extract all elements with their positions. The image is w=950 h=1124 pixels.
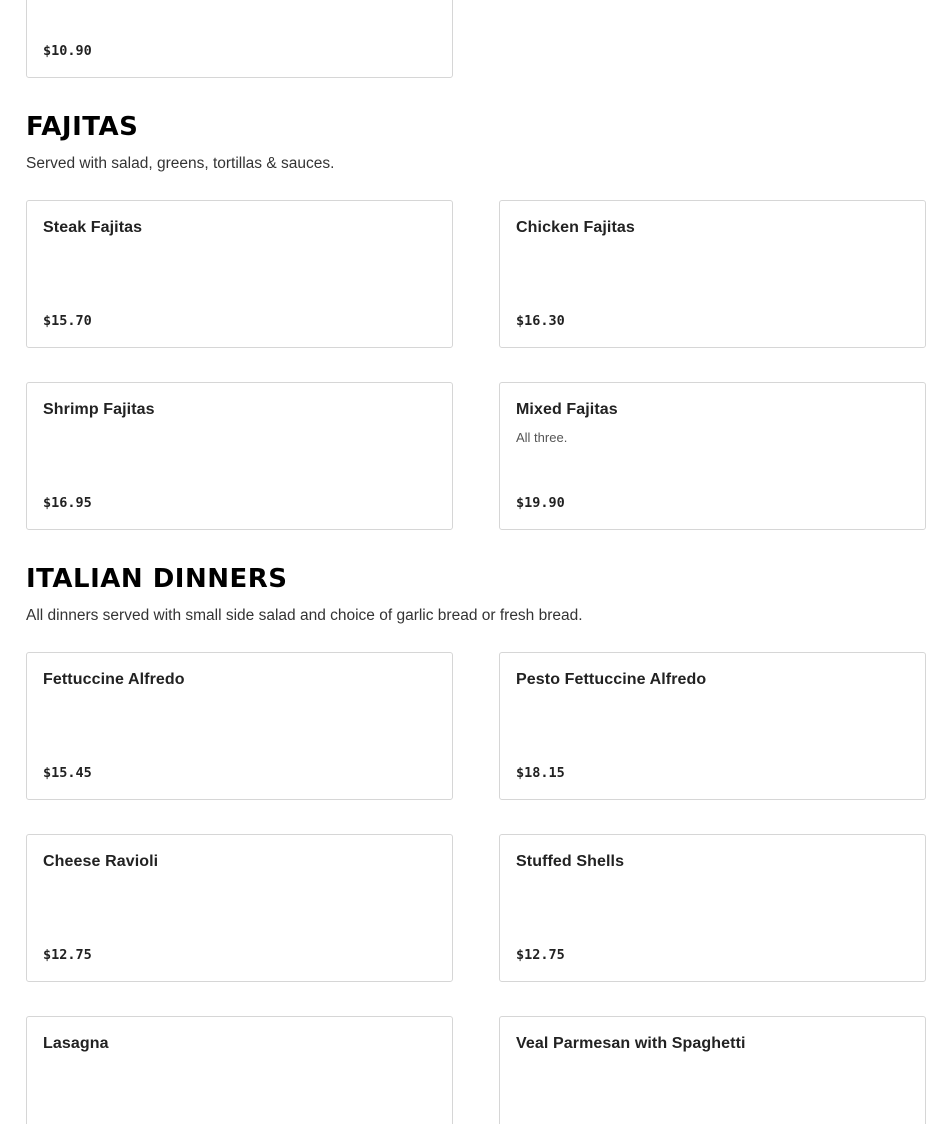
section-title-italian-dinners: ITALIAN DINNERS [26, 564, 288, 594]
menu-item-name: Mixed Fajitas [516, 401, 618, 418]
menu-item-card[interactable] [26, 200, 453, 348]
menu-item-card[interactable] [26, 0, 453, 78]
menu-item-name: Chicken Fajitas [516, 219, 635, 236]
menu-item-price: $16.95 [43, 495, 92, 511]
menu-item-card[interactable] [26, 1016, 453, 1124]
menu-item-card[interactable] [26, 382, 453, 530]
section-subtitle-italian-dinners: All dinners served with small side salad and choice of garlic bread or fresh bread. [26, 607, 583, 624]
section-subtitle-fajitas: Served with salad, greens, tortillas & sauces. [26, 155, 335, 172]
menu-item-name: Lasagna [43, 1035, 109, 1052]
menu-item-price: $10.90 [43, 43, 92, 59]
menu-item-card[interactable] [499, 834, 926, 982]
menu-item-card[interactable] [499, 652, 926, 800]
menu-item-card[interactable] [499, 1016, 926, 1124]
menu-item-name: Fettuccine Alfredo [43, 671, 185, 688]
menu-item-price: $12.75 [516, 947, 565, 963]
menu-item-description: All three. [516, 430, 568, 445]
menu-item-price: $15.45 [43, 765, 92, 781]
menu-item-price: $19.90 [516, 495, 565, 511]
menu-item-name: Stuffed Shells [516, 853, 625, 870]
menu-item-card[interactable] [26, 652, 453, 800]
menu-item-name: Steak Fajitas [43, 219, 143, 236]
menu-item-price: $15.70 [43, 313, 92, 329]
menu-item-card[interactable] [26, 834, 453, 982]
menu-item-card[interactable] [499, 200, 926, 348]
menu-item-name: Cheese Ravioli [43, 853, 159, 870]
section-title-fajitas: FAJITAS [26, 112, 139, 142]
menu-item-price: $18.15 [516, 765, 565, 781]
menu-item-price: $16.30 [516, 313, 565, 329]
menu-item-name: Pesto Fettuccine Alfredo [516, 671, 707, 688]
menu-item-price: $12.75 [43, 947, 92, 963]
menu-item-name: Shrimp Fajitas [43, 401, 155, 418]
menu-item-name: Veal Parmesan with Spaghetti [516, 1035, 746, 1052]
menu-item-card[interactable] [499, 382, 926, 530]
